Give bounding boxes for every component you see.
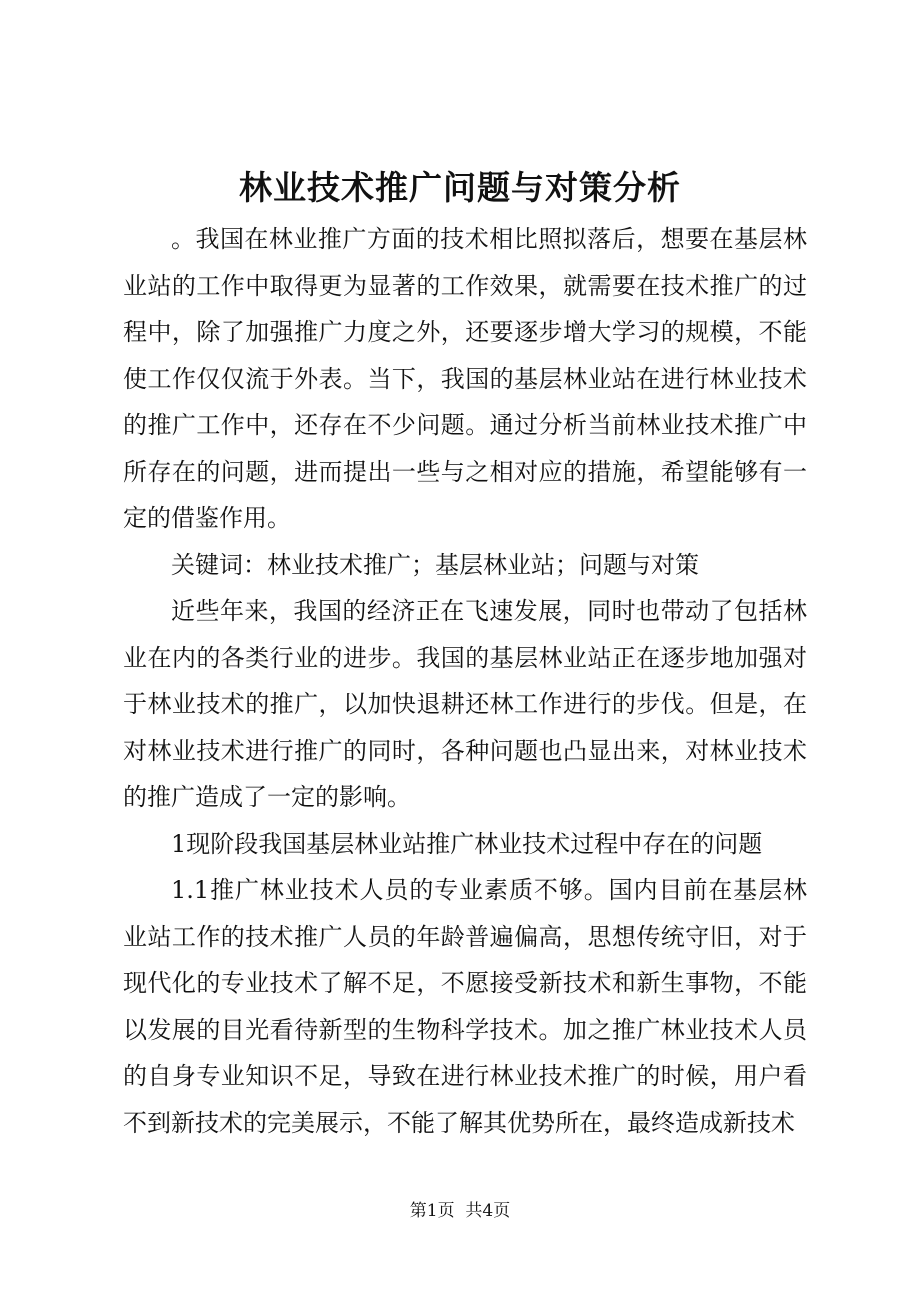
document-title: 林业技术推广问题与对策分析 <box>239 168 681 207</box>
page-footer <box>0 1199 920 1223</box>
page-total: 共4页 <box>465 1201 511 1221</box>
subsection-paragraph: 1.1推广林业技术人员的专业素质不够。国内目前在基层林业站工作的技术推广人员的年龄普遍偏高，思想传统守旧，对于现代化的专业技术了解不足，不愿接受新技术和新生事物，不能以发展的目光看待新型的生物科学技术。加之推广林业技术人员的自身专业知识不足，导致在进行林业技术推广的时候，用户看不到新技术的完美展示，不能了解其优势所在，最终造成新技术 <box>123 876 807 1137</box>
footer-spacer <box>455 1201 466 1221</box>
section-heading: 1现阶段我国基层林业站推广林业技术过程中存在的问题 <box>171 829 763 858</box>
document-body <box>123 216 807 1146</box>
keywords-paragraph: 关键词：林业技术推广；基层林业站；问题与对策 <box>171 550 699 579</box>
intro-paragraph: 近些年来，我国的经济正在飞速发展，同时也带动了包括林业在内的各类行业的进步。我国的基层林业站正在逐步地加强对于林业技术的推广，以加快退耕还林工作进行的步伐。但是，在对林业技术进行推广的同时，各种问题也凸显出来，对林业技术的推广造成了一定的影响。 <box>123 597 807 811</box>
page-number: 第1页 <box>409 1201 455 1221</box>
abstract-paragraph: 。我国在林业推广方面的技术相比照拟落后，想要在基层林业站的工作中取得更为显著的工作效果，就需要在技术推广的过程中，除了加强推广力度之外，还要逐步增大学习的规模，不能使工作仅仅流于外表。当下，我国的基层林业站在进行林业技术的推广工作中，还存在不少问题。通过分析当前林业技术推广中所存在的问题，进而提出一些与之相对应的措施，希望能够有一定的借鉴作用。 <box>123 225 807 532</box>
